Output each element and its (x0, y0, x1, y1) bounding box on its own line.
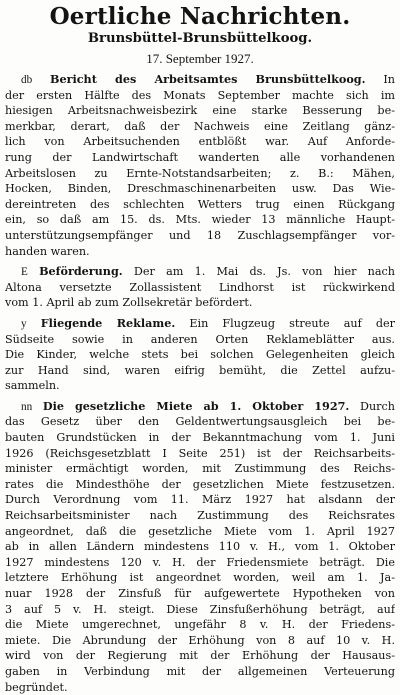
article-first-line (5, 316, 395, 332)
article-text-line: Durch Verordnung vom 11. März 1927 hat alsdann der (5, 493, 395, 507)
article-text-line: sammeln. (5, 379, 60, 393)
article-text-line: der ersten Hälfte des Monats September machte sich im (5, 88, 395, 102)
article-text-line: ein, so daß am 15. ds. Mts. wieder 13 männliche Haupt- (5, 213, 395, 227)
author-mark: y (21, 317, 27, 330)
author-mark: db (21, 74, 33, 86)
article-text-line: lich von Arbeitsuchenden entblößt war. Auf Anforde- (5, 135, 395, 149)
article-text-line: Reichsarbeitsminister nach Zustimmung des Reichsrates (5, 509, 395, 523)
article-heading: Die gesetzliche Miete ab 1. Oktober 1927. (42, 398, 350, 413)
article-text-line: miete. Die Abrundung der Erhöhung von 8 auf 10 v. H. (5, 633, 395, 647)
article-text-line: bauten Grundstücken in der Bekanntmachung vom 1. Juni (5, 431, 395, 445)
article-heading: Bericht des Arbeitsamtes Brunsbüttelkoog. (50, 72, 366, 86)
article-text: Der am 1. Mai ds. Js. von hier nach (133, 265, 395, 279)
article-first-line (5, 399, 395, 415)
article-text-line: unterstützungsempfänger und 18 Zuschlagsempfänger vor- (5, 228, 395, 242)
article-text-line: rates die Mindesthöhe der gesetzlichen Miete festzusetzen. (5, 477, 395, 491)
article-text-line: 1926 (Reichsgesetzblatt I Seite 251) ist der Reichsarbeits- (5, 446, 395, 460)
article (5, 399, 395, 695)
article-text-line: die Miete umgerechnet, ungefähr 8 v. H. der Friedens- (5, 618, 395, 632)
article-text-line: Altona versetzte Zollassistent Lindhorst ist rückwirkend (5, 280, 395, 294)
articles-container (5, 72, 395, 695)
author-mark: nn (21, 400, 33, 413)
article-text-line: zur Hand sind, waren eifrig bemüht, die Zettel aufzu- (5, 363, 395, 377)
article-text-line: begründet. (5, 680, 68, 694)
section-title: Oertliche Nachrichten. (49, 3, 351, 30)
article-text-line: Die Kinder, welche stets bei solchen Gelegenheiten gleich (5, 348, 395, 362)
location-heading: Brunsbüttel-Brunsbüttelkoog. (87, 31, 313, 46)
article-text: Durch (359, 399, 395, 413)
article-text-line: hiesigen Arbeitsnachweisbezirk eine starke Besserung be- (5, 104, 395, 118)
dateline: 17. September 1927. (146, 51, 254, 66)
article-text: Ein Flugzeug streute auf der (189, 316, 395, 330)
article-text-line: vom 1. April ab zum Zollsekretär befördert. (5, 296, 253, 310)
article-text-line: gaben in Verbindung mit der allgemeinen Verteuerung (5, 664, 395, 678)
author-mark: E (21, 266, 28, 279)
article-text-line: Hocken, Binden, Dreschmaschinenarbeiten usw. Das Wie- (5, 182, 395, 196)
article-first-line (5, 264, 395, 280)
article-text: In (383, 73, 395, 86)
article (5, 316, 395, 394)
article-text-line: handen waren. (5, 244, 90, 258)
article-text-line: nuar 1928 der Zinsfuß für aufgewertete Hypotheken von (5, 587, 395, 600)
article (5, 264, 395, 311)
article-text-line: Arbeitslosen zu Ernte-Notstandsarbeiten; z. B.: Mähen, (5, 166, 395, 180)
article-text-line: 3 auf 5 v. H. steigt. Diese Zinsfußerhöhung beträgt, auf (5, 602, 395, 616)
article-text-line: letztere Erhöhung ist angeordnet worden, weil am 1. Ja- (5, 571, 395, 585)
article-text-line: rung der Landwirtschaft wanderten alle vorhandenen (5, 150, 395, 164)
article-heading: Beförderung. (39, 264, 123, 279)
article-text-line: minister ermächtigt worden, mit Zustimmung des Reichs- (5, 462, 395, 476)
article-text-line: das Gesetz über den Geldentwertungsausgleich bei be- (5, 415, 395, 429)
article-text-line: 1927 mindestens 120 v. H. der Friedensmiete beträgt. Die (5, 555, 395, 569)
article-text-line: angeordnet, daß die gesetzliche Miete vom 1. April 1927 (5, 524, 395, 538)
article-first-line (5, 72, 395, 88)
article-text-line: wird von der Regierung mit der Erhöhung der Hausaus- (5, 649, 395, 663)
article-heading: Fliegende Reklame. (40, 315, 176, 330)
article-text-line: dereintreten des schlechten Wetters trug einen Rückgang (5, 197, 395, 211)
article-text-line: merkbar, derart, daß der Nachweis eine Zeitlang gänz- (5, 119, 395, 133)
article-text-line: Südseite sowie in anderen Orten Reklameblätter aus. (5, 332, 395, 346)
article-text-line: ab in allen Ländern mindestens 110 v. H., vom 1. Oktober (5, 540, 395, 554)
article (5, 72, 395, 259)
